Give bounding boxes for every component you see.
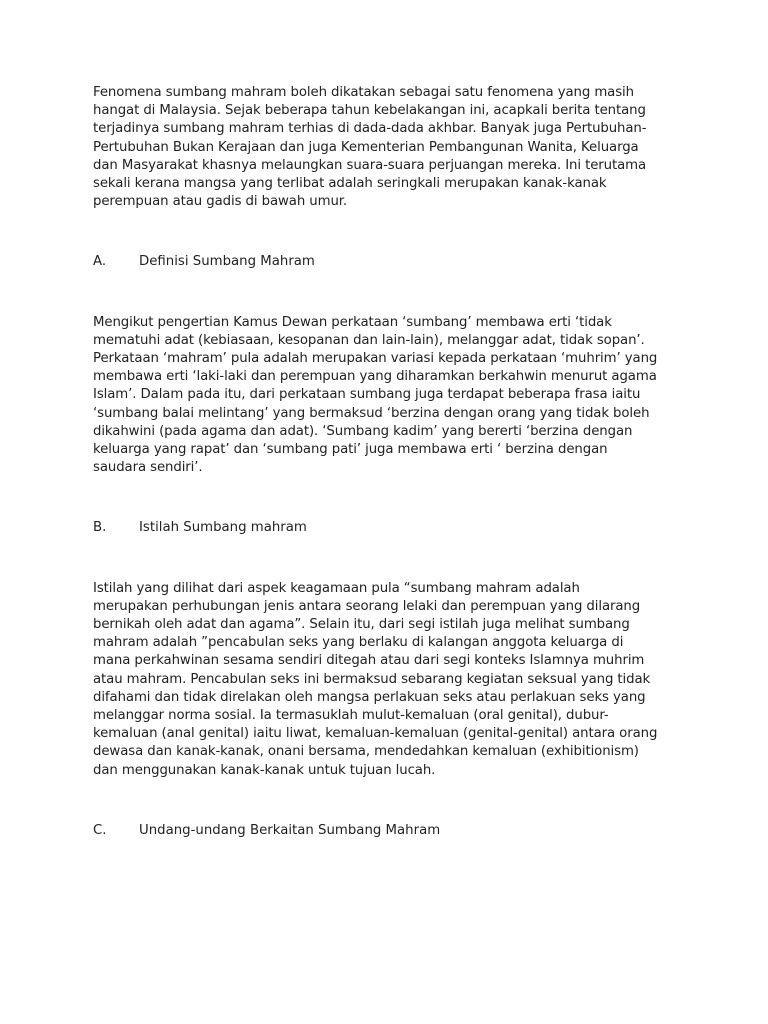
section-letter: A. [93, 254, 107, 270]
section-heading-a [93, 253, 658, 271]
section-title: Istilah Sumbang mahram [139, 520, 307, 536]
section-letter: B. [93, 520, 107, 536]
section-b-paragraph: Istilah yang dilihat dari aspek keagamaan pula “sumbang mahram adalah merupakan perhubungan jenis antara seorang lelaki dan perempuan yang dilarang bernikah oleh adat dan agama”. Selain itu, dari segi istilah juga melihat sumbang mahram adalah ”pencabulan seks yang berlaku di kalangan anggota keluarga di mana perkahwinan sesama sendiri ditegah atau dari segi konteks Islamnya muhrim atau mahram. Pencabulan seks ini bermaksud sebarang kegiatan seksual yang tidak difahami dan tidak direlakan oleh mangsa perlakuan seks atau perlakuan seks yang melanggar norma sosial. Ia termasuklah mulut-kemaluan (oral genital), dubur-kemaluan (anal genital) iaitu liwat, kemaluan-kemaluan (genital-genital) antara orang dewasa dan kanak-kanak, onani bersama, mendedahkan kemaluan (exhibitionism) dan menggunakan kanak-kanak untuk tujuan lucah. [93, 580, 658, 778]
section-title: Definisi Sumbang Mahram [139, 254, 315, 270]
section-heading-c [93, 822, 658, 840]
section-letter: C. [93, 822, 107, 838]
section-title: Undang-undang Berkaitan Sumbang Mahram [139, 822, 441, 838]
intro-paragraph: Fenomena sumbang mahram boleh dikatakan sebagai satu fenomena yang masih hangat di Malaysia. Sejak beberapa tahun kebelakangan ini, acapkali berita tentang terjadinya sumbang mahram terhias di dada-dada akhbar. Banyak juga Pertubuhan-Pertubuhan Bukan Kerajaan dan juga Kementerian Pembangunan Wanita, Keluarga dan Masyarakat khasnya melaungkan suara-suara perjuangan mereka. Ini terutama sekali kerana mangsa yang terlibat adalah seringkali merupakan kanak-kanak perempuan atau gadis di bawah umur. [93, 85, 647, 210]
section-heading-b [93, 519, 658, 537]
section-a-paragraph: Mengikut pengertian Kamus Dewan perkataan ‘sumbang’ membawa erti ‘tidak mematuhi adat (kebiasaan, kesopanan dan lain-lain), melanggar adat, tidak sopan’. Perkataan ‘mahram’ pula adalah merupakan variasi kepada perkataan ‘muhrim’ yang membawa erti ‘laki-laki dan perempuan yang diharamkan berkahwin menurut agama Islam’. Dalam pada itu, dari perkataan sumbang juga terdapat beberapa frasa iaitu ‘sumbang balai melintang’ yang bermaksud ‘berzina dengan orang yang tidak boleh dikahwini (pada agama dan adat). ‘Sumbang kadim’ yang bererti ‘berzina dengan keluarga yang rapat’ dan ‘sumbang pati’ juga membawa erti ‘ berzina dengan saudara sendiri’. [93, 314, 658, 476]
document-page [93, 84, 658, 840]
